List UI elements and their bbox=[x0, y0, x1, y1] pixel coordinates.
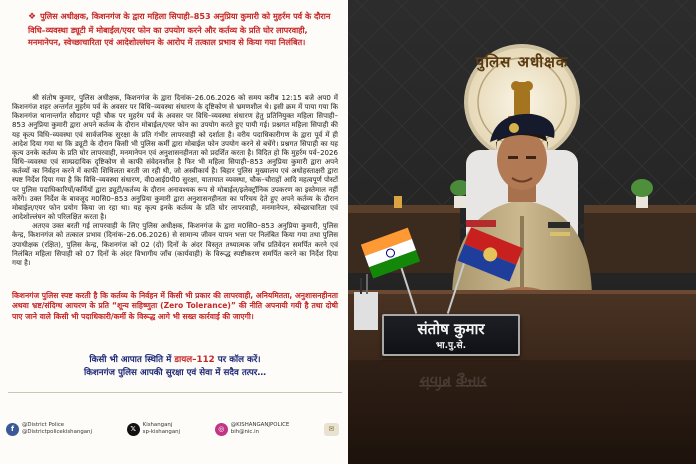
appeal-line-1 bbox=[12, 354, 338, 367]
facebook-line-2: @Districtpolicekishanganj bbox=[22, 429, 92, 435]
email-handle[interactable] bbox=[324, 423, 342, 436]
body-paragraph-1: श्री संतोष कुमार, पुलिस अधीक्षक, किशनगंज के द्वारा दिनांक–26.06.2026 को समय करीब 12:15 बजे अप0 में किशनगंज शहर अन्तर्गत मुहर्रम पर्व के अवसर पर विधि–व्यवस्था संधारण के दृष्टिकोण से भ्रमणशील थे। इसी क्रम में पाया गया कि किशनगंज थानान्तर्गत सौदागर पट्टी चौक पर मुहर्रम पर्व के अवसर पर विधि–व्यवस्था संधारण हेतु प्रतिनियुक्त महिला सिपाही–853 अनुप्रिया कुमारी द्वारा अपने कर्तव्य के दौरान मोबाईल/एयर फोन का उपयोग करते हुए पायी गई। प्रश्नगत महिला सिपाही की यह कृत्य विधि–व्यवस्था एवं सार्वजनिक सुरक्षा के प्रति गंभीर लापरवाही को दर्शाता है। वरीय पदाधिकारीगण के द्वारा पूर्व में ही आदेश दिया गया था कि ड्यूटी के दौरान किसी भी पुलिस कर्मी द्वारा मोबाईल फोन उपयोग करने से बचेंगे। प्रश्नगत सिपाही का यह कृत्य उनके कर्तव्य के प्रति घोर लापरवाही, मनमानेपन एवं अनुशासनहीनता को प्रदर्शित करता है। विदित हो कि मुहर्रम पर्व–2026 विधि–व्यवस्था एवं साम्प्रदायिक दृष्टिकोण से काफी संवेदनशील है फिर भी महिला सिपाही–853 अनुप्रिया कुमारी द्वारा अपने कर्तव्यों का निर्वहन करने में काफी शिथिलता बरती जा रही थी, जो अस्वीकार्य है। बिहार पुलिस मुख्यालय एवं अधोहस्ताक्षरी द्वारा स्पष्ट निर्देश दिया गया है कि विधि–व्यवस्था संधारण, वी0आई0पी0 सुरक्षा, यातायात व्यवस्था, चौक–चौराहों आदि महत्वपूर्ण पोस्टों पर पुलिस पदाधिकारियों/कर्मियों द्वारा ड्यूटी/कर्तव्य के दौरान अनावश्यक रूप से मोबाईल/इलेक्ट्रॉनिक उपकरण का इस्तेमाल नहीं करेंगे। उक्त निर्देश के बावजूद म0सि0–853 अनुप्रिया कुमारी द्वारा अनुशासनहीनता का परिचय देते हुए अपने कर्तव्य के दौरान मोबाईल/एयर फोन प्रयोग किया जा रहा था। यह कृत्य इनके कर्तव्य के प्रति घोर लापरवाही, मनमानेपन, स्वेच्छाचारिता एवं आदेशोल्लंघन को परिलक्षित करता है। bbox=[12, 93, 338, 222]
facebook-icon: f bbox=[6, 423, 19, 436]
emergency-appeal bbox=[12, 354, 338, 380]
nameplate bbox=[382, 314, 520, 356]
shelf bbox=[348, 205, 460, 213]
zero-tolerance-statement: किशनगंज पुलिस स्पष्ट करती है कि कर्तव्य के निर्वहन में किसी भी प्रकार की लापरवाही, अनियमितता, अनुशासनहीनता अथवा भ्रष्ट/संदिग्ध आचरण के प्रति “शून्य सहिष्णुता (Zero Tolerance)” की नीति अपनायी गयी है तथा दोषी पाए जाने वाले किसी भी पदाधिकारी/कर्मी के विरूद्ध आगे भी सख्त कार्रवाई की जाएगी। bbox=[12, 291, 338, 321]
nameplate-name: संतोष कुमार bbox=[417, 320, 485, 338]
social-footer bbox=[4, 394, 344, 464]
headline-text: पुलिस अधीक्षक, किशनगंज के द्वारा महिला सिपाही–853 अनुप्रिया कुमारी को मुहर्रम पर्व के दौरान विधि–व्यवस्था ड्यूटी में मोबाईल/एयर फोन का उपयोग करने और कर्तव्य के प्रति घोर लापरवाही, मनमानेपन, स्वेच्छाचारिता एवं आदेशोल्लंघन के आरोप में तत्काल प्रभाव से किया गया निलंबित। bbox=[28, 11, 331, 48]
x-icon: 𝕏 bbox=[127, 423, 140, 436]
body-paragraph-2: अतएव उक्त बरती गई लापरवाही के लिए पुलिस अधीक्षक, किशनगंज के द्वारा म0सि0–853 अनुप्रिया कुमारी, पुलिस केन्द्र, किशनगंज को तत्काल प्रभाव (दिनांक–26.06.2026) से सामान्य जीवन यापन भत्ता पर निलंबित किया गया तथा पुलिस उपाधीक्षक (रक्षित), पुलिस केन्द्र, किशनगंज को 02 (दो) दिनों के अंदर विस्तृत तथ्यात्मक जाँच प्रतिवेदन समर्पित करने एवं निलंबित महिला सिपाही को 07 दिनों के अंदर विभागीय जाँच (कार्यवाही) के विरूद्ध स्पष्टीकरण समर्पित करने का निर्देश दिया गया है। bbox=[12, 221, 338, 267]
email-icon: ✉ bbox=[324, 423, 339, 436]
emblem-label: पुलिस अधीक्षक bbox=[475, 53, 569, 71]
appeal-after: पर कॉल करें। bbox=[214, 355, 261, 365]
facebook-handle[interactable] bbox=[6, 422, 92, 436]
instagram-handle[interactable] bbox=[215, 422, 289, 436]
nameplate-reflection: संतोष कुमार bbox=[419, 373, 487, 391]
x-line-2: sp-kishanganj bbox=[142, 429, 181, 435]
dial-112: डायल–112 bbox=[174, 355, 215, 365]
x-line-1: Kishanganj bbox=[142, 422, 173, 428]
trophy bbox=[394, 196, 402, 208]
x-handle[interactable] bbox=[127, 422, 180, 436]
press-body bbox=[12, 93, 338, 267]
appeal-before: किसी भी आपात स्थिति में bbox=[89, 355, 175, 365]
diamond-bullet-icon: ❖ bbox=[28, 12, 37, 22]
officer-photo bbox=[348, 0, 696, 464]
headline bbox=[28, 10, 342, 49]
nameplate-service: भा.पु.से. bbox=[435, 341, 467, 351]
instagram-icon: ◎ bbox=[215, 423, 228, 436]
instagram-line-2: bih@nic.in bbox=[230, 429, 260, 435]
footer-divider bbox=[8, 392, 342, 393]
instagram-line-1: @KISHANGANJPOLICE bbox=[230, 422, 290, 428]
facebook-line-1: @District Police bbox=[22, 422, 65, 428]
appeal-line-2: किशनगंज पुलिस आपकी सुरक्षा एवं सेवा में सदैव तत्पर… bbox=[83, 368, 267, 378]
